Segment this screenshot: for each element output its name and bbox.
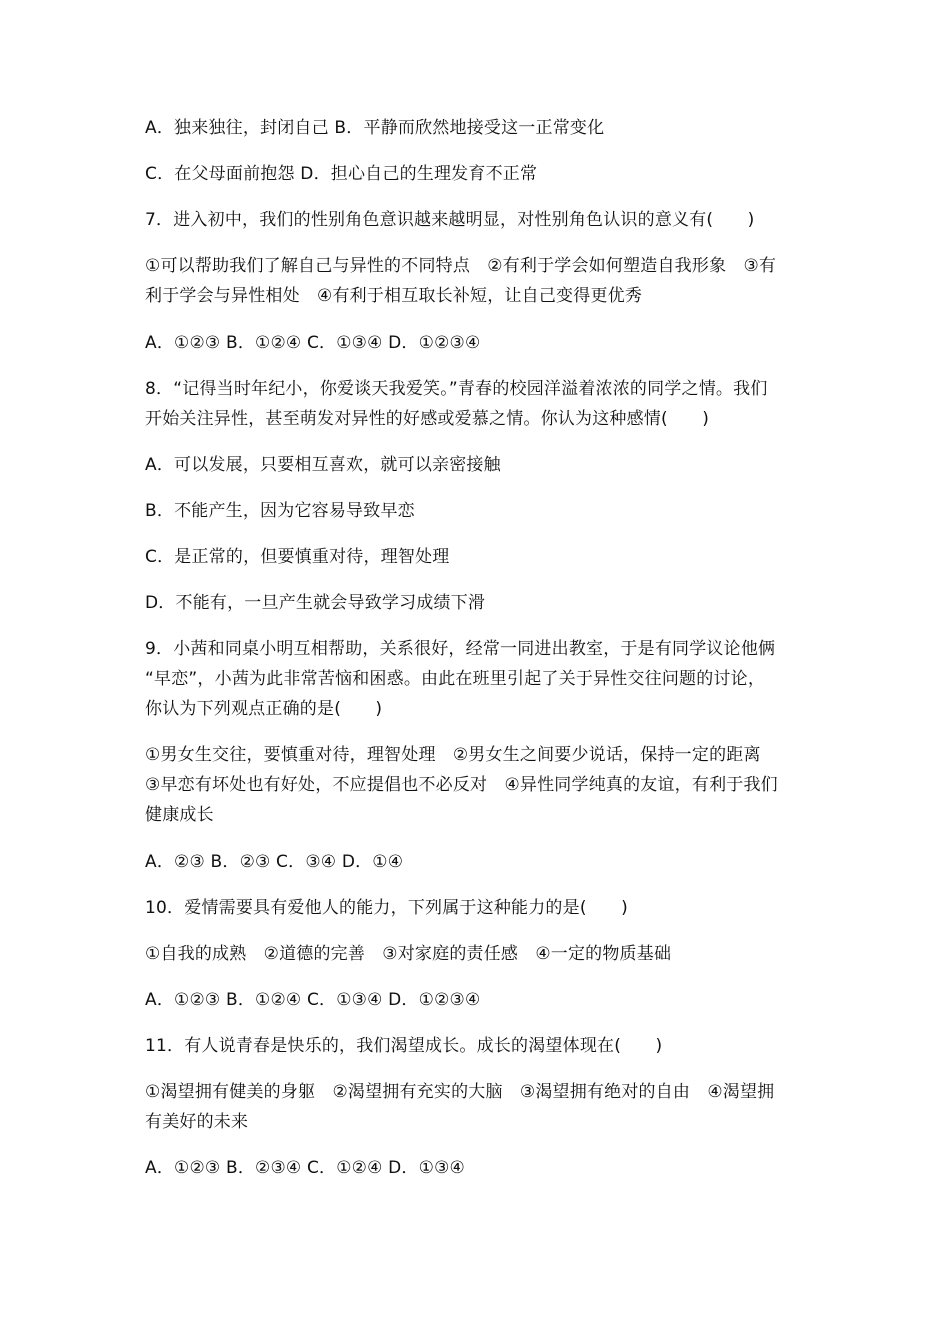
question-10-stem: 10．爱情需要具有爱他人的能力，下列属于这种能力的是( ) [145, 898, 628, 918]
question-9-stem-line-1: 9．小茜和同桌小明互相帮助，关系很好，经常一同进出教室，于是有同学议论他俩 [145, 639, 776, 659]
question-8-option-b: B．不能产生，因为它容易导致早恋 [145, 501, 415, 521]
question-9-statements-line-3: 健康成长 [145, 805, 214, 825]
question-8-option-c: C．是正常的，但要慎重对待，理智处理 [145, 547, 450, 567]
question-9-statements-line-1: ①男女生交往，要慎重对待，理智处理 ②男女生之间要少说话，保持一定的距离 [145, 745, 761, 765]
question-7-statements-line-1: ①可以帮助我们了解自己与异性的不同特点 ②有利于学会如何塑造自我形象 ③有 [145, 256, 777, 276]
question-7-options: A．①②③ B．①②④ C．①③④ D．①②③④ [145, 333, 481, 353]
question-9-stem-line-2: “早恋”，小茜为此非常苦恼和困惑。由此在班里引起了关于异性交往问题的讨论， [145, 669, 766, 689]
question-7-statements-line-2: 利于学会与异性相处 ④有利于相互取长补短，让自己变得更优秀 [145, 286, 643, 306]
question-10-options: A．①②③ B．①②④ C．①③④ D．①②③④ [145, 990, 481, 1010]
question-11-statements-line-1: ①渴望拥有健美的身躯 ②渴望拥有充实的大脑 ③渴望拥有绝对的自由 ④渴望拥 [145, 1082, 775, 1102]
question-8-stem-line-1: 8．“记得当时年纪小，你爱谈天我爱笑。”青春的校园洋溢着浓浓的同学之情。我们 [145, 379, 768, 399]
question-8-option-a: A．可以发展，只要相互喜欢，就可以亲密接触 [145, 455, 501, 475]
option-line-q6-ab: A．独来独往，封闭自己 B．平静而欣然地接受这一正常变化 [145, 118, 605, 138]
question-8-stem-line-2: 开始关注异性，甚至萌发对异性的好感或爱慕之情。你认为这种感情( ) [145, 409, 710, 429]
option-line-q6-cd: C．在父母面前抱怨 D．担心自己的生理发育不正常 [145, 164, 538, 184]
question-11-stem: 11．有人说青春是快乐的，我们渴望成长。成长的渴望体现在( ) [145, 1036, 663, 1056]
question-9-statements-line-2: ③早恋有坏处也有好处，不应提倡也不必反对 ④异性同学纯真的友谊，有利于我们 [145, 775, 778, 795]
question-10-statements: ①自我的成熟 ②道德的完善 ③对家庭的责任感 ④一定的物质基础 [145, 944, 672, 964]
question-11-statements-line-2: 有美好的未来 [145, 1112, 249, 1132]
question-11-options: A．①②③ B．②③④ C．①②④ D．①③④ [145, 1158, 465, 1178]
question-8-option-d: D．不能有，一旦产生就会导致学习成绩下滑 [145, 593, 486, 613]
question-9-options: A．②③ B．②③ C．③④ D．①④ [145, 852, 404, 872]
question-7-stem: 7．进入初中，我们的性别角色意识越来越明显，对性别角色认识的意义有( ) [145, 210, 755, 230]
question-9-stem-line-3: 你认为下列观点正确的是( ) [145, 699, 383, 719]
